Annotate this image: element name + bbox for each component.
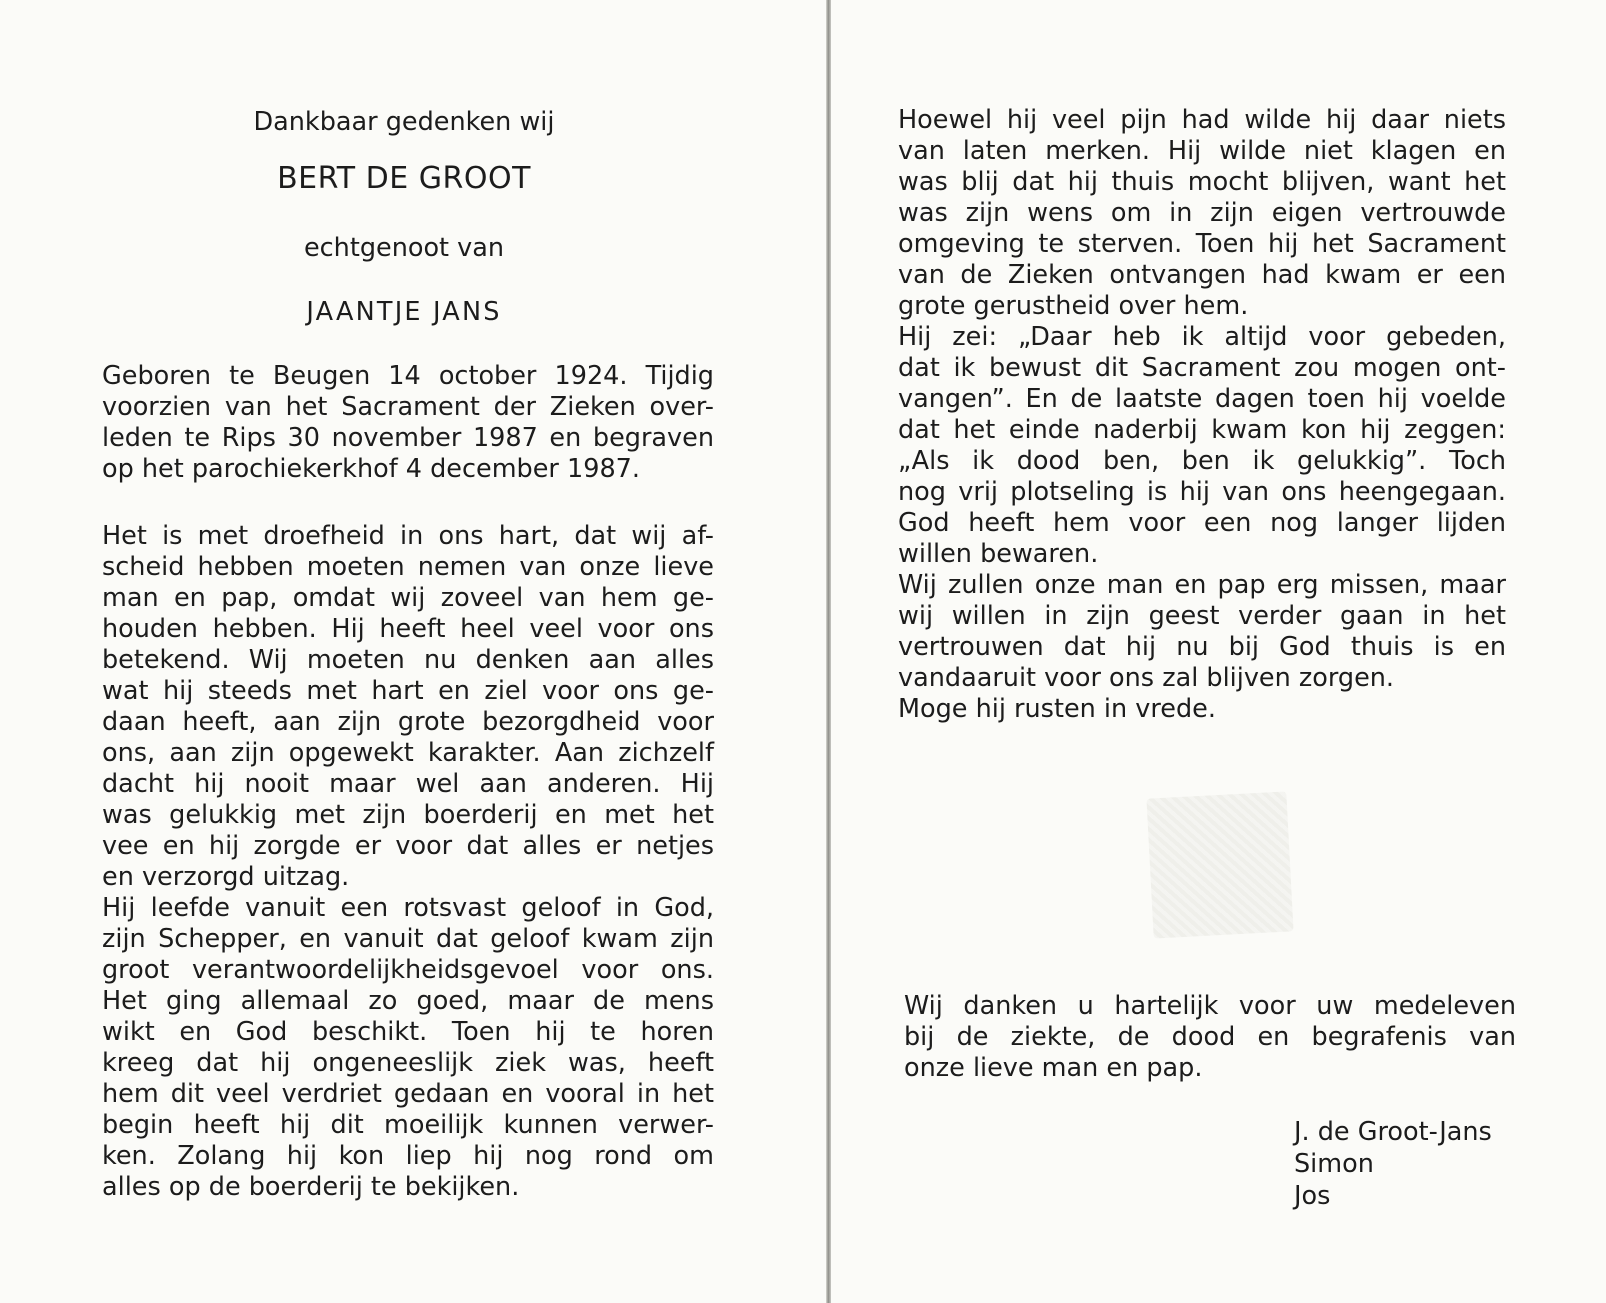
body-line: ons, aan zijn opgewekt karakter. Aan zichzelf (102, 738, 714, 768)
birth-line: op het parochiekerkhof 4 december 1987. (102, 454, 641, 484)
thanks-line: Wij danken u hartelijk voor uw medeleven (904, 991, 1516, 1021)
body-line: Hoewel hij veel pijn had wilde hij daar niets (898, 105, 1506, 135)
body-line: groot verantwoordelijkheidsgevoel voor ons. (102, 955, 714, 985)
body-line: zijn Schepper, en vanuit dat geloof kwam zijn (102, 924, 714, 954)
body-line: houden hebben. Hij heeft heel veel voor ons (102, 614, 714, 644)
body-line: Hij zei: „Daar heb ik altijd voor gebeden, (898, 322, 1506, 352)
body-line: Moge hij rusten in vrede. (898, 694, 1216, 724)
body-line: en verzorgd uitzag. (102, 862, 350, 892)
signature-line: J. de Groot-Jans (1294, 1117, 1492, 1147)
body-line: vee en hij zorgde er voor dat alles er netjes (102, 831, 714, 861)
body-line: omgeving te sterven. Toen hij het Sacrament (898, 229, 1506, 259)
body-line: begin heeft hij dit moeilijk kunnen verwer- (102, 1110, 714, 1140)
body-line: betekend. Wij moeten nu denken aan alles (102, 645, 714, 675)
body-line: van laten merken. Hij wilde niet klagen en (898, 136, 1506, 166)
body-line: man en pap, omdat wij zoveel van hem ge- (102, 583, 714, 613)
body-line: God heeft hem voor een nog langer lijden (898, 508, 1506, 538)
body-line: dat ik bewust dit Sacrament zou mogen ont- (898, 353, 1506, 383)
body-line: „Als ik dood ben, ben ik gelukkig”. Toch (898, 446, 1506, 476)
embossed-stamp (1146, 791, 1293, 938)
intro-line: Dankbaar gedenken wij (253, 107, 555, 137)
card-fold (826, 0, 831, 1303)
body-line: grote gerustheid over hem. (898, 291, 1249, 321)
body-line: hem dit veel verdriet gedaan en vooral in het (102, 1079, 714, 1109)
body-line: was gelukkig met zijn boerderij en met het (102, 800, 714, 830)
thanks-line: onze lieve man en pap. (904, 1053, 1203, 1083)
spouse-name: JAANTJE JANS (306, 297, 502, 327)
signature-line: Jos (1294, 1181, 1331, 1211)
body-line: alles op de boerderij te bekijken. (102, 1172, 520, 1202)
body-line: was zijn wens om in zijn eigen vertrouwde (898, 198, 1506, 228)
birth-line: leden te Rips 30 november 1987 en begraven (102, 423, 714, 453)
body-line: kreeg dat hij ongeneeslijk ziek was, heeft (102, 1048, 714, 1078)
signature-line: Simon (1294, 1149, 1374, 1179)
thanks-line: bij de ziekte, de dood en begrafenis van (904, 1022, 1516, 1052)
body-line: vangen”. En de laatste dagen toen hij voelde (898, 384, 1506, 414)
body-line: ken. Zolang hij kon liep hij nog rond om (102, 1141, 714, 1171)
body-line: Hij leefde vanuit een rotsvast geloof in God, (102, 893, 714, 923)
body-line: scheid hebben moeten nemen van onze lieve (102, 552, 714, 582)
body-line: daan heeft, aan zijn grote bezorgdheid voor (102, 707, 714, 737)
body-line: Wij zullen onze man en pap erg missen, maar (898, 570, 1506, 600)
body-line: willen bewaren. (898, 539, 1099, 569)
body-line: wij willen in zijn geest verder gaan in het (898, 601, 1506, 631)
body-line: nog vrij plotseling is hij van ons heengegaan. (898, 477, 1506, 507)
relation-line: echtgenoot van (303, 233, 505, 263)
body-line: wikt en God beschikt. Toen hij te horen (102, 1017, 714, 1047)
birth-line: voorzien van het Sacrament der Zieken over- (102, 392, 714, 422)
body-line: was blij dat hij thuis mocht blijven, want het (898, 167, 1506, 197)
birth-line: Geboren te Beugen 14 october 1924. Tijdig (102, 361, 714, 391)
deceased-name: BERT DE GROOT (277, 161, 531, 196)
body-line: wat hij steeds met hart en ziel voor ons ge- (102, 676, 714, 706)
body-line: Het is met droefheid in ons hart, dat wij af- (102, 521, 714, 551)
body-line: vertrouwen dat hij nu bij God thuis is en (898, 632, 1506, 662)
body-line: vandaaruit voor ons zal blijven zorgen. (898, 663, 1395, 693)
body-line: dat het einde naderbij kwam kon hij zeggen: (898, 415, 1506, 445)
body-line: van de Zieken ontvangen had kwam er een (898, 260, 1506, 290)
body-line: Het ging allemaal zo goed, maar de mens (102, 986, 714, 1016)
body-line: dacht hij nooit maar wel aan anderen. Hij (102, 769, 714, 799)
